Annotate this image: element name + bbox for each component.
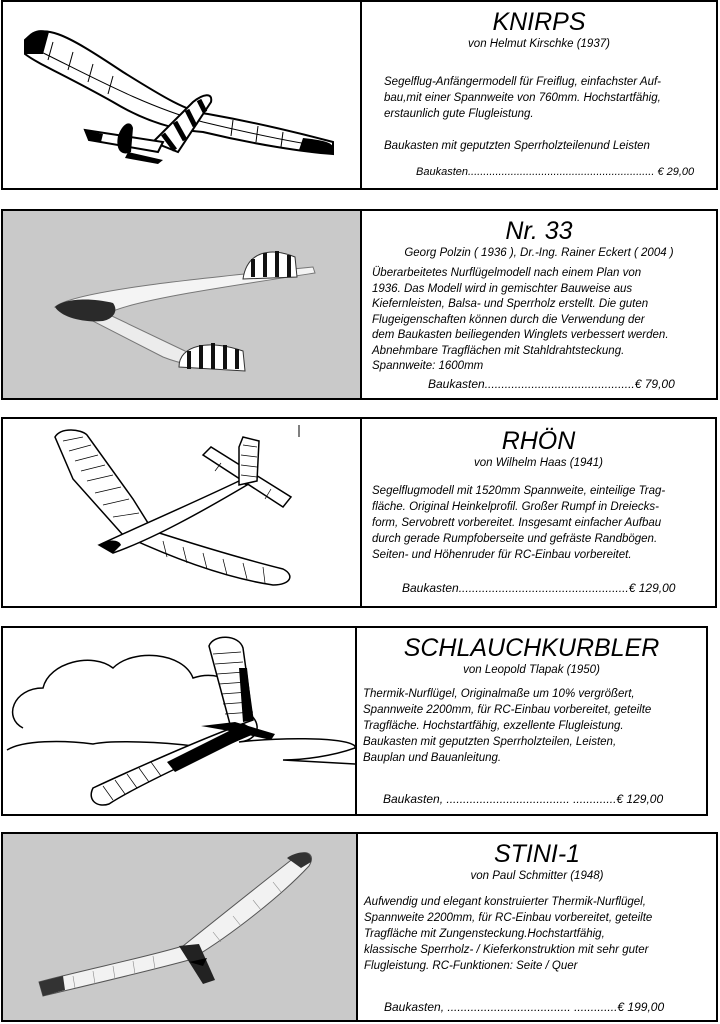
description-line: Tragfläche mit Zungensteckung.Hochstartfähig, [364,928,605,940]
product-title: KNIRPS [492,8,586,36]
knirps-drawing [3,2,362,188]
price-line: Baukasten, ..................................... .............€ 129,00 [383,792,664,806]
rhoen-info [362,419,715,606]
description-line: Abnehmbare Tragflächen mit Stahldrahtsteckung. [372,344,625,357]
nr33-info [362,211,716,398]
description-line: Überarbeitetes Nurflügelmodell nach einem Plan von [372,267,642,279]
product-author: Georg Polzin ( 1936 ), Dr.-Ing. Rainer Eckert ( 2004 ) [404,247,674,259]
knirps-info [362,2,716,188]
description-line: Flugeigenschaften können durch die Verwendung der [372,313,645,326]
description-line: Spannweite 2200mm, für RC-Einbau vorbereitet, geteilte [364,912,653,924]
description-line: Thermik-Nurflügel, Originalmaße um 10% vergrößert, [363,688,635,700]
product-title: Nr. 33 [505,217,573,245]
description-line: Bauplan und Bauanleitung. [363,752,502,764]
nr33-photo [3,211,362,398]
glider-knirps-icon [3,2,360,188]
description-line: Seiten- und Höhenruder für RC-Einbau vorbereitet. [372,549,632,561]
product-extra: Baukasten mit geputzten Sperrholzteilenund Leisten [384,140,650,152]
glider-rhoen-icon [3,419,360,606]
product-card-rhoen [1,417,717,608]
description-line: Spannweite: 1600mm [372,360,484,372]
description-line: durch gerade Rumpfoberseite und gefräste Randbögen. [372,533,658,545]
description-line: Tragfläche. Hochstartfähig, exzellente Flugleistung. [363,720,624,732]
description-line: 1936. Das Modell wird in gemischter Bauweise aus [372,282,633,295]
product-card-stini1 [1,832,718,1022]
product-card-schlauchkurbler [1,626,708,816]
product-author: von Helmut Kirschke (1937) [468,38,610,50]
description-line: fläche. Original Heinkelprofil. Großer Rumpf in Dreiecks- [372,501,659,513]
description-line: Flugleistung. RC-Funktionen: Seite / Quer [364,960,578,972]
schlauchkurbler-drawing [3,628,357,814]
product-description [364,894,708,974]
glider-stini1-icon [3,834,356,1020]
description-line: Spannweite 2200mm, für RC-Einbau vorbereitet, geteilte [363,704,652,716]
product-card-knirps [1,0,718,190]
description-line: Baukasten mit geputzten Sperrholzteilen, Leisten, [363,736,617,748]
glider-nr33-icon [3,211,360,398]
description-line: bau,mit einer Spannweite von 760mm. Hochstartfähig, [384,92,661,104]
product-author: von Paul Schmitter (1948) [470,870,604,882]
description-line: form, Servobrett vorbereitet. Insgesamt einfacher Aufbau [372,517,662,529]
product-title: STINI-1 [493,840,581,868]
product-description [372,483,707,563]
rhoen-drawing [3,419,362,606]
stini1-info [358,834,716,1020]
product-title: SCHLAUCHKURBLER [403,634,660,662]
product-card-nr33 [1,209,718,400]
glider-schlauchkurbler-icon [3,628,355,814]
price-line: Baukasten, ..................................... .............€ 199,00 [384,1000,665,1014]
description-line: Aufwendig und elegant konstruierter Thermik-Nurflügel, [364,896,646,908]
description-line: erstaunlich gute Flugleistung. [384,108,534,120]
schlauchkurbler-info [357,628,706,814]
product-author: von Wilhelm Haas (1941) [473,457,603,469]
description-line: Segelflugmodell mit 1520mm Spannweite, einteilige Trag- [372,485,666,497]
description-line: Kiefernleisten, Balsa- und Sperrholz erstellt. Die guten [372,298,649,310]
product-description [372,266,708,375]
price-line: Baukasten.............................................€ 79,00 [428,377,675,391]
stini1-photo [3,834,358,1020]
description-line: klassische Sperrholz- / Kieferkonstruktion mit sehr guter [364,944,649,956]
product-title: RHÖN [501,427,576,455]
description-line: Segelflug-Anfängermodell für Freiflug, einfachster Auf- [384,76,661,88]
price-line: Baukasten............................................................. € 29,00 [416,166,695,178]
product-author: von Leopold Tlapak (1950) [463,664,600,676]
description-line: dem Baukasten beiliegenden Winglets verbessert werden. [372,329,669,341]
product-description [384,74,708,122]
price-line: Baukasten...................................................€ 129,00 [402,581,676,595]
product-description [363,686,698,766]
